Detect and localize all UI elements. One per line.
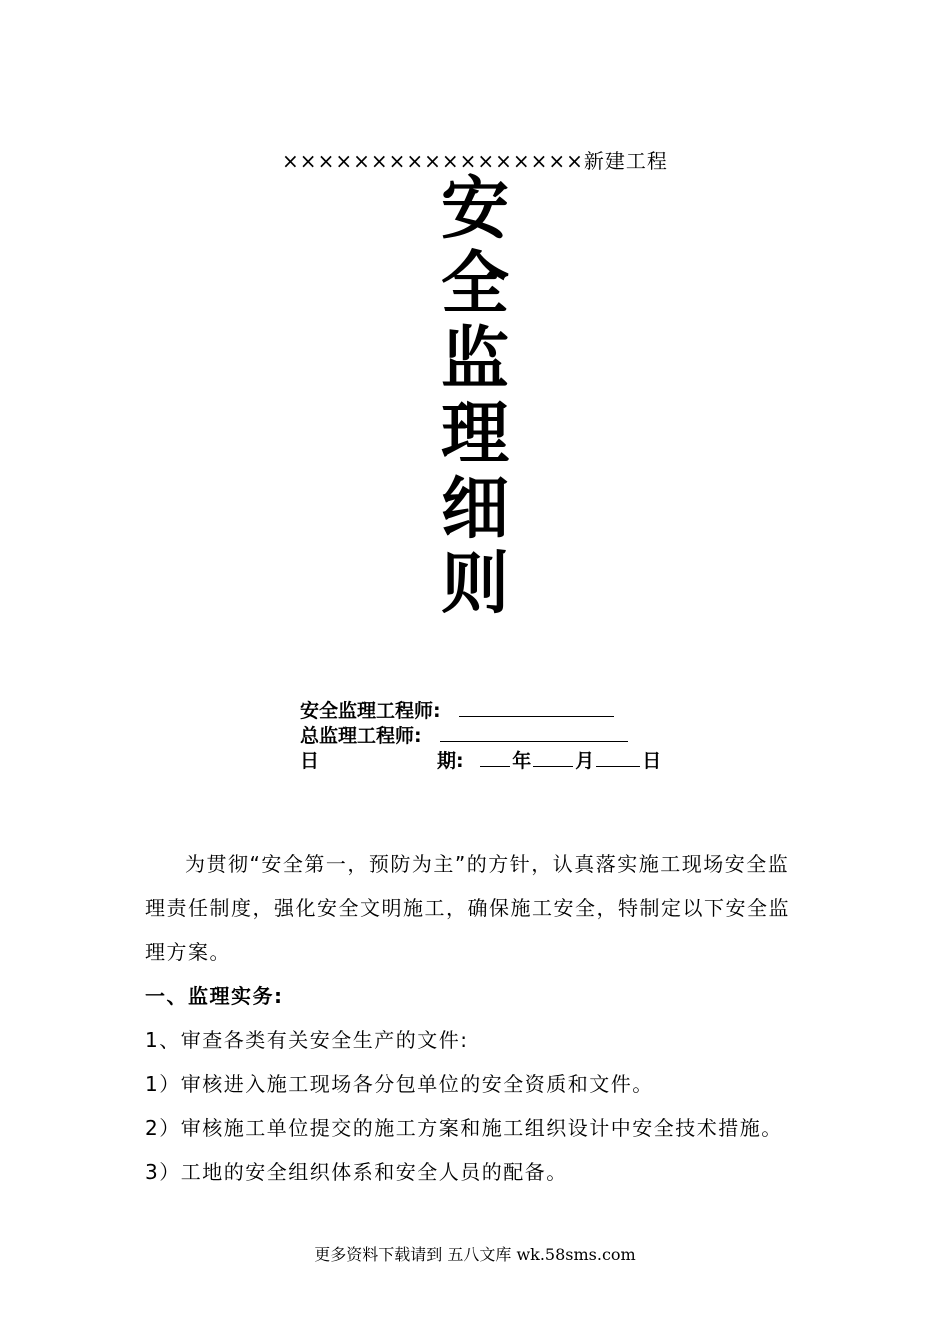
list-item: 3）工地的安全组织体系和安全人员的配备。 <box>145 1160 568 1184</box>
date-row <box>300 746 661 771</box>
signature-block <box>300 696 661 771</box>
list-item: 1、审查各类有关安全生产的文件: <box>145 1028 469 1052</box>
document-title <box>0 172 950 622</box>
document-body <box>145 842 810 1194</box>
title-char: 理 <box>440 395 509 474</box>
list-item: 2）审核施工单位提交的施工方案和施工组织设计中安全技术措施。 <box>145 1116 783 1140</box>
intro-paragraph: 为贯彻“安全第一，预防为主”的方针，认真落实施工现场安全监理责任制度，强化安全文明施工，确保施工安全，特制定以下安全监理方案。 <box>145 852 790 964</box>
safety-engineer-row <box>300 696 661 721</box>
chief-engineer-label: 总监理工程师: <box>300 725 422 747</box>
list-item: 1）审核进入施工现场各分包单位的安全资质和文件。 <box>145 1072 654 1096</box>
year-label: 年 <box>512 750 532 772</box>
title-char: 全 <box>440 245 509 324</box>
chief-engineer-blank <box>440 721 628 742</box>
month-blank <box>533 746 573 767</box>
project-name-line: ×××××××××××××××××新建工程 <box>282 149 668 173</box>
day-blank <box>596 746 640 767</box>
section-heading: 一、监理实务: <box>145 984 284 1008</box>
footer-link-text: 更多资料下载请到 五八文库 wk.58sms.com <box>314 1245 636 1264</box>
chief-engineer-row <box>300 721 661 746</box>
title-char: 安 <box>440 170 509 249</box>
safety-engineer-blank <box>459 696 614 717</box>
title-char: 细 <box>440 470 509 549</box>
year-blank <box>480 746 510 767</box>
title-char: 则 <box>440 545 509 624</box>
date-label-right: 期: <box>437 750 464 772</box>
month-label: 月 <box>575 750 595 772</box>
date-label-left: 日 <box>300 750 320 772</box>
title-char: 监 <box>440 320 509 399</box>
safety-engineer-label: 安全监理工程师: <box>300 700 441 722</box>
day-label: 日 <box>642 750 662 772</box>
